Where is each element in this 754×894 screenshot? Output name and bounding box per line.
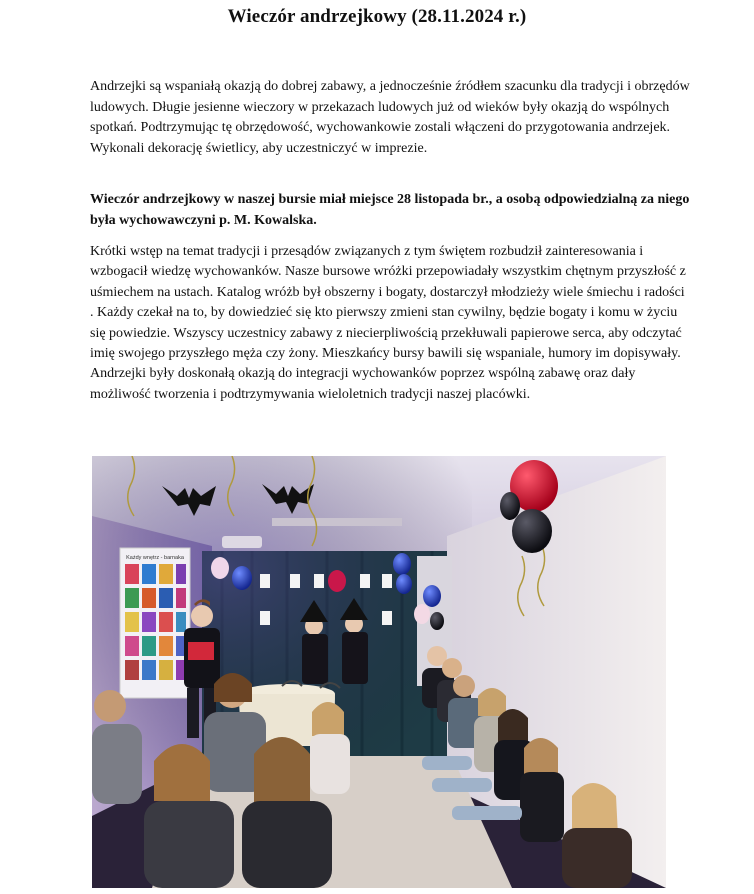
- highlight-paragraph: Wieczór andrzejkowy w naszej bursie miał miejsce 28 listopada br., a osobą odpowiedzialną za niego była wychowawczyni p. M. Kowalska.: [90, 192, 690, 228]
- intro-paragraph: Andrzejki są wspaniałą okazją do dobrej zabawy, a jednocześnie źródłem szacunku dla tradycji i obrzędów ludowych. Długie jesienne wieczory w przekazach ludowych już od wieków były okazją do wspólnych spotkań. Podtrzymując tę obrzędowość, wychowankowie zostali włączeni do przygotowania andrzejek. Wykonali dekorację świetlicy, aby uczestniczyć w imprezie.: [90, 79, 690, 156]
- poster-heading: Każdy wnętrz - barnaka: [126, 555, 184, 561]
- body-paragraph: Krótki wstęp na temat tradycji i przesądów związanych z tym świętem rozbudził zainteresowania i wzbogacił wiedzę wychowanków. Nasze bursowe wróżki przepowiadały wszystkim chętnym przyszłość z uśmiechem na ustach. Katalog wróżb był obszerny i bogaty, dostarczył młodzieży wiele śmiechu i radości . Każdy czekał na to, by dowiedzieć się kto pierwszy zmieni stan cywilny, będzie bogaty i komu w życiu się powiedzie. Wszyscy uczestnicy zabawy z niecierpliwością przekłuwali papierowe serca, aby odczytać imię swojego przyszłego męża czy żony. Mieszkańcy bursy bawili się wspaniale, humory im dopisywały. Andrzejki były doskonałą okazją do integracji wychowanków poprzez wspólną zabawę oraz dały możliwość tworzenia i podtrzymywania wieloletnich tradycji naszej placówki.: [90, 244, 686, 402]
- page-title: Wieczór andrzejkowy (28.11.2024 r.): [227, 6, 527, 27]
- event-photo: [92, 456, 666, 888]
